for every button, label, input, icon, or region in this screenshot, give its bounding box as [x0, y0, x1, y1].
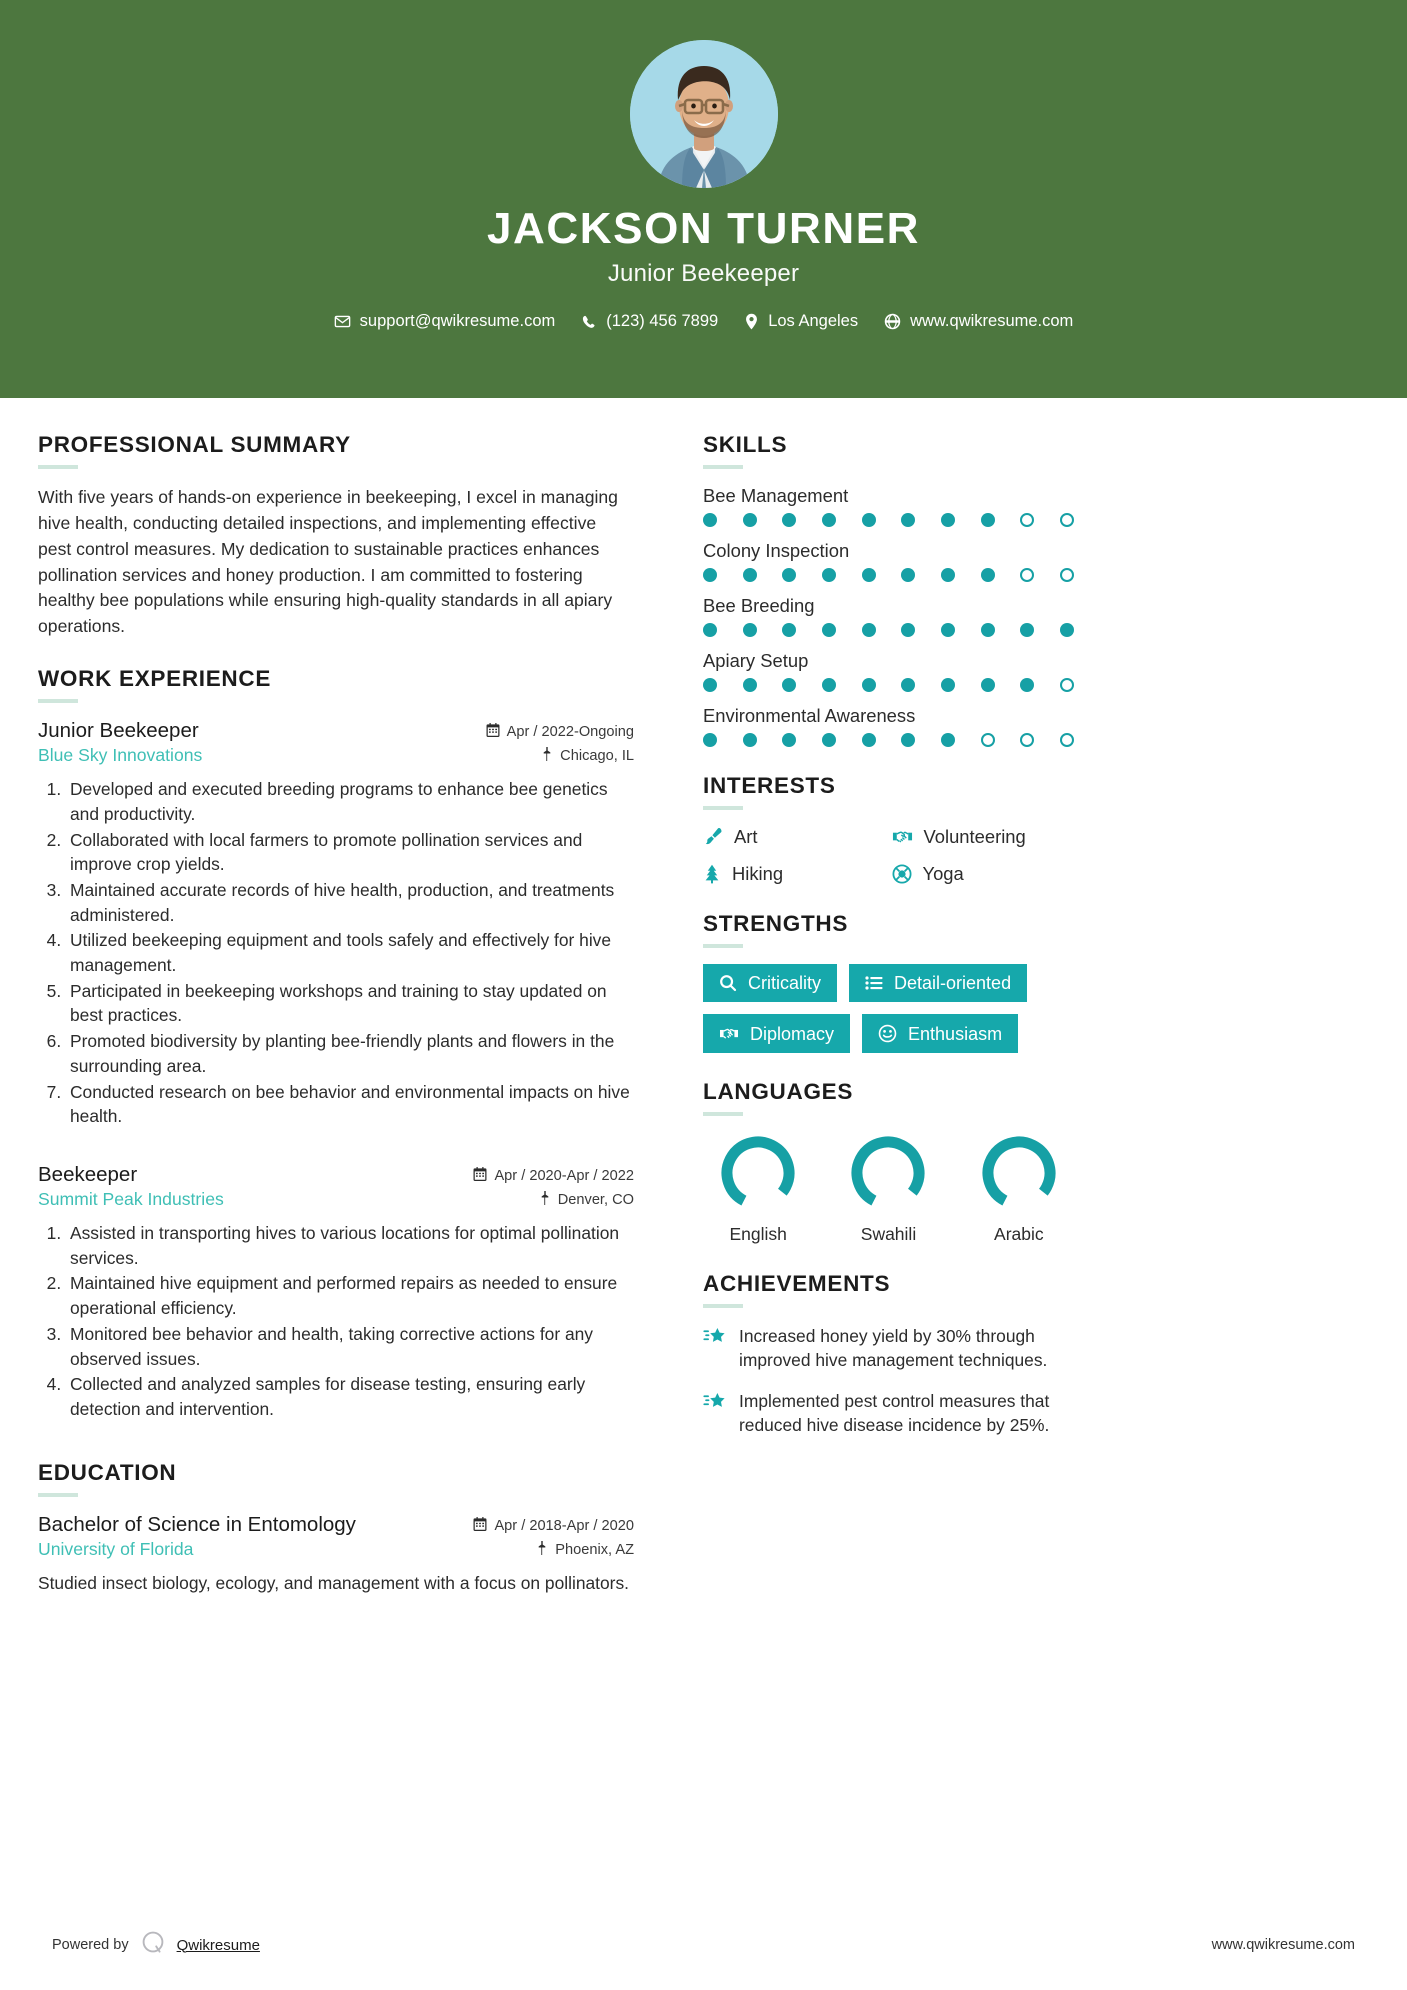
experience-location	[541, 747, 634, 765]
skill-dot-empty	[1060, 678, 1074, 692]
experience-bullet: 7. Conducted research on bee behavior and environmental impacts on hive health.	[66, 1080, 634, 1129]
skill-dot-empty	[1020, 513, 1034, 527]
skill-dot-filled	[743, 678, 757, 692]
section-heading-languages: LANGUAGES	[703, 1079, 854, 1104]
skill-rating	[703, 623, 1074, 637]
language-item	[833, 1132, 943, 1245]
skill-dot-filled	[901, 513, 915, 527]
skill-dot-filled	[941, 513, 955, 527]
contact-email[interactable]	[334, 312, 556, 331]
contact-phone-text: (123) 456 7899	[606, 312, 719, 331]
education-location-text: Phoenix, AZ	[555, 1541, 634, 1558]
strength-label: Detail-oriented	[894, 973, 1012, 993]
section-heading-strengths: STRENGTHS	[703, 911, 849, 936]
language-label: Arabic	[994, 1224, 1044, 1244]
skill-dot-filled	[743, 623, 757, 637]
skill-item	[703, 540, 1074, 582]
skill-item	[703, 705, 1074, 747]
education-dates	[473, 1517, 634, 1535]
section-rule	[703, 465, 743, 469]
skill-dot-filled	[1060, 623, 1074, 637]
avatar-photo	[630, 40, 778, 188]
skill-label: Bee Breeding	[703, 595, 815, 616]
skill-label: Bee Management	[703, 485, 849, 506]
lifebuoy-icon	[892, 864, 912, 884]
section-rule	[703, 944, 743, 948]
skill-dot-filled	[981, 678, 995, 692]
powered-by	[52, 1930, 260, 1960]
smiley-icon	[878, 1024, 897, 1043]
languages-grid	[703, 1132, 1074, 1245]
left-column	[38, 432, 634, 1622]
experience-dates	[473, 1167, 634, 1185]
qwikresume-brand-link[interactable]: Qwikresume	[176, 1936, 260, 1954]
strength-label: Diplomacy	[750, 1023, 835, 1044]
phone-icon	[581, 314, 597, 330]
skill-dot-filled	[941, 678, 955, 692]
contact-website-text: www.qwikresume.com	[910, 312, 1074, 331]
experience-location-text: Denver, CO	[557, 1192, 634, 1208]
experience-bullet: 6. Promoted biodiversity by planting bee-friendly plants and flowers in the surrounding area.	[66, 1029, 634, 1078]
section-rule	[703, 1112, 743, 1116]
contact-location	[744, 312, 858, 331]
experience-organization: Summit Peak Industries	[38, 1189, 224, 1209]
experience-dates-text: Apr / 2020-Apr / 2022	[494, 1168, 634, 1184]
section-heading-summary: PROFESSIONAL SUMMARY	[38, 432, 351, 457]
strength-label: Criticality	[748, 973, 822, 993]
education-institution: University of Florida	[38, 1538, 194, 1559]
skill-dot-filled	[703, 678, 717, 692]
skill-rating	[703, 568, 1074, 582]
section-work-experience	[38, 666, 634, 1421]
skill-dot-filled	[901, 678, 915, 692]
experience-location	[539, 1191, 634, 1209]
skill-dot-empty	[981, 733, 995, 747]
skill-dot-filled	[1020, 678, 1034, 692]
contact-website[interactable]	[884, 312, 1073, 331]
skill-dot-empty	[1020, 733, 1034, 747]
skill-dot-filled	[743, 568, 757, 582]
skill-dot-filled	[941, 568, 955, 582]
experience-entry-header	[38, 1163, 634, 1187]
skill-item	[703, 650, 1074, 692]
skill-dot-filled	[743, 513, 757, 527]
section-rule	[38, 699, 78, 703]
star-shooting-icon	[703, 1324, 727, 1348]
experience-role: Junior Beekeeper	[38, 719, 199, 743]
experience-entry-subheader	[38, 1189, 634, 1210]
interest-label: Yoga	[922, 863, 964, 884]
skill-dot-filled	[981, 623, 995, 637]
education-description: Studied insect biology, ecology, and management with a focus on pollinators.	[38, 1572, 629, 1593]
education-entry-header	[38, 1513, 634, 1537]
education-entry	[38, 1513, 634, 1596]
right-column	[668, 432, 1074, 1463]
skill-dot-filled	[981, 568, 995, 582]
experience-role: Beekeeper	[38, 1163, 138, 1186]
skill-dot-empty	[1020, 568, 1034, 582]
skill-dot-filled	[703, 623, 717, 637]
skill-dot-filled	[901, 623, 915, 637]
achievement-text: Implemented pest control measures that reduced hive disease incidence by 25%.	[739, 1390, 1050, 1436]
interest-item-yoga	[892, 863, 1075, 885]
map-pin-icon	[541, 747, 553, 765]
page-footer	[0, 1900, 1407, 1990]
skill-rating	[703, 678, 1074, 692]
resume-body	[0, 398, 1407, 1622]
map-pin-icon	[536, 1541, 548, 1559]
skill-dot-filled	[822, 568, 836, 582]
summary-text: With five years of hands-on experience in beekeeping, I excel in managing hive health, conducting detailed inspections, and implementing effective pest control measures. My dedication to sustainable practices enhances pollination services and honey production. I am committed to fostering healthy bee populations while ensuring high-quality standards in all apiary operations.	[38, 487, 618, 637]
skill-dot-filled	[862, 733, 876, 747]
education-location	[536, 1541, 634, 1559]
handshake-icon	[892, 827, 913, 847]
pine-tree-icon	[703, 864, 721, 884]
header-job-title: Junior Beekeeper	[607, 260, 800, 288]
section-rule	[703, 1304, 743, 1308]
qwikresume-logo-icon	[140, 1930, 166, 1960]
strengths-grid	[703, 964, 1074, 1053]
interest-label: Art	[734, 826, 758, 847]
experience-bullet: 3. Monitored bee behavior and health, taking corrective actions for any observed issues.	[66, 1322, 634, 1371]
experience-dates	[486, 723, 634, 741]
section-education	[38, 1460, 634, 1596]
globe-icon	[884, 313, 901, 330]
language-gauge	[847, 1132, 929, 1214]
language-gauge	[978, 1132, 1060, 1214]
interests-grid	[703, 826, 1074, 885]
section-rule	[703, 806, 743, 810]
section-professional-summary	[38, 432, 634, 640]
achievement-text: Increased honey yield by 30% through improved hive management techniques.	[739, 1326, 1048, 1371]
section-strengths	[703, 911, 1074, 1053]
experience-bullets	[38, 1221, 634, 1422]
skill-dot-filled	[743, 733, 757, 747]
location-pin-icon	[744, 313, 759, 330]
achievement-item	[703, 1389, 1074, 1438]
skill-label: Colony Inspection	[703, 540, 850, 561]
section-languages	[703, 1079, 1074, 1245]
skill-dot-empty	[1060, 568, 1074, 582]
education-dates-text: Apr / 2018-Apr / 2020	[494, 1517, 634, 1534]
skill-dot-filled	[862, 513, 876, 527]
language-label: English	[729, 1224, 787, 1244]
skill-dot-filled	[703, 513, 717, 527]
skill-dot-filled	[782, 568, 796, 582]
powered-by-label: Powered by	[52, 1937, 129, 1953]
skill-label: Apiary Setup	[703, 650, 809, 671]
experience-bullet: 5. Participated in beekeeping workshops and training to stay updated on best practices.	[66, 979, 634, 1028]
experience-bullet: 4. Utilized beekeeping equipment and tools safely and effectively for hive management.	[66, 928, 634, 977]
skill-dot-filled	[941, 733, 955, 747]
strength-badge-enthusiasm	[862, 1014, 1018, 1053]
experience-bullet: 2. Collaborated with local farmers to promote pollination services and improve crop yields.	[66, 828, 634, 877]
experience-entry-subheader	[38, 745, 634, 766]
skill-dot-filled	[703, 733, 717, 747]
skill-dot-filled	[941, 623, 955, 637]
skill-dot-filled	[782, 733, 796, 747]
strength-badge-criticality	[703, 964, 837, 1002]
experience-bullet: 2. Maintained hive equipment and performed repairs as needed to ensure operational efficiency.	[66, 1271, 634, 1320]
interest-label: Hiking	[732, 863, 784, 884]
skill-dot-filled	[1020, 623, 1034, 637]
section-heading-achievements: ACHIEVEMENTS	[703, 1271, 891, 1296]
list-icon	[865, 974, 883, 992]
skills-list	[703, 485, 1074, 747]
section-heading-interests: INTERESTS	[703, 773, 836, 798]
experience-entry-header	[38, 719, 634, 743]
skill-dot-filled	[782, 678, 796, 692]
contact-row	[0, 312, 1407, 331]
experience-bullet: 3. Maintained accurate records of hive health, production, and treatments administered.	[66, 878, 634, 927]
experience-bullets	[38, 777, 634, 1129]
experience-bullet: 1. Assisted in transporting hives to various locations for optimal pollination services.	[66, 1221, 634, 1270]
language-item	[964, 1132, 1074, 1245]
language-item	[703, 1132, 813, 1245]
star-shooting-icon	[703, 1389, 727, 1413]
skill-dot-filled	[862, 678, 876, 692]
skill-rating	[703, 513, 1074, 527]
skill-dot-filled	[782, 623, 796, 637]
section-rule	[38, 1493, 78, 1497]
avatar	[630, 40, 778, 188]
interest-item-art	[703, 826, 886, 848]
education-entry-subheader	[38, 1539, 634, 1560]
skill-dot-filled	[703, 568, 717, 582]
experience-bullet: 1. Developed and executed breeding programs to enhance bee genetics and productivity.	[66, 777, 634, 826]
strength-badge-detail-oriented	[849, 964, 1027, 1002]
calendar-icon	[473, 1517, 487, 1535]
section-achievements	[703, 1271, 1074, 1437]
skill-dot-filled	[822, 623, 836, 637]
calendar-icon	[486, 723, 500, 741]
envelope-icon	[334, 313, 351, 330]
skill-dot-filled	[822, 513, 836, 527]
contact-email-text: support@qwikresume.com	[359, 312, 556, 331]
contact-phone[interactable]	[581, 312, 718, 331]
language-label: Swahili	[860, 1224, 917, 1244]
section-rule	[38, 465, 78, 469]
section-heading-skills: SKILLS	[703, 432, 788, 457]
strength-label: Enthusiasm	[908, 1023, 1003, 1044]
skill-dot-filled	[981, 513, 995, 527]
skill-dot-filled	[782, 513, 796, 527]
section-skills	[703, 432, 1074, 747]
experience-entry	[38, 719, 634, 1129]
contact-location-text: Los Angeles	[768, 312, 859, 331]
paintbrush-icon	[703, 827, 723, 847]
resume-header	[0, 0, 1407, 398]
skill-dot-filled	[822, 733, 836, 747]
achievement-item	[703, 1324, 1074, 1373]
skill-item	[703, 595, 1074, 637]
skill-dot-filled	[862, 623, 876, 637]
section-heading-education: EDUCATION	[38, 1459, 177, 1485]
experience-location-text: Chicago, IL	[560, 748, 634, 765]
calendar-icon	[473, 1167, 487, 1185]
experience-dates-text: Apr / 2022-Ongoing	[506, 724, 634, 741]
language-gauge	[717, 1132, 799, 1214]
experience-entry	[38, 1163, 634, 1422]
experience-bullet: 4. Collected and analyzed samples for disease testing, ensuring early detection and intervention.	[66, 1372, 634, 1421]
interest-item-hiking	[703, 863, 886, 885]
interest-item-volunteering	[892, 826, 1075, 848]
skill-dot-filled	[901, 568, 915, 582]
magnifier-icon	[719, 974, 737, 992]
footer-url[interactable]: www.qwikresume.com	[1211, 1937, 1355, 1953]
strength-badge-diplomacy	[703, 1014, 850, 1053]
section-interests	[703, 773, 1074, 885]
skill-label: Environmental Awareness	[703, 705, 916, 726]
experience-organization: Blue Sky Innovations	[38, 745, 203, 766]
skill-dot-empty	[1060, 513, 1074, 527]
education-degree: Bachelor of Science in Entomology	[38, 1512, 356, 1536]
skill-dot-filled	[822, 678, 836, 692]
map-pin-icon	[539, 1191, 551, 1209]
skill-item	[703, 485, 1074, 527]
skill-dot-filled	[901, 733, 915, 747]
handshake-icon	[719, 1025, 739, 1043]
section-heading-work-experience: WORK EXPERIENCE	[38, 666, 272, 692]
skill-dot-filled	[862, 568, 876, 582]
page-title: JACKSON TURNER	[486, 204, 921, 253]
skill-rating	[703, 733, 1074, 747]
interest-label: Volunteering	[923, 826, 1026, 847]
skill-dot-empty	[1060, 733, 1074, 747]
